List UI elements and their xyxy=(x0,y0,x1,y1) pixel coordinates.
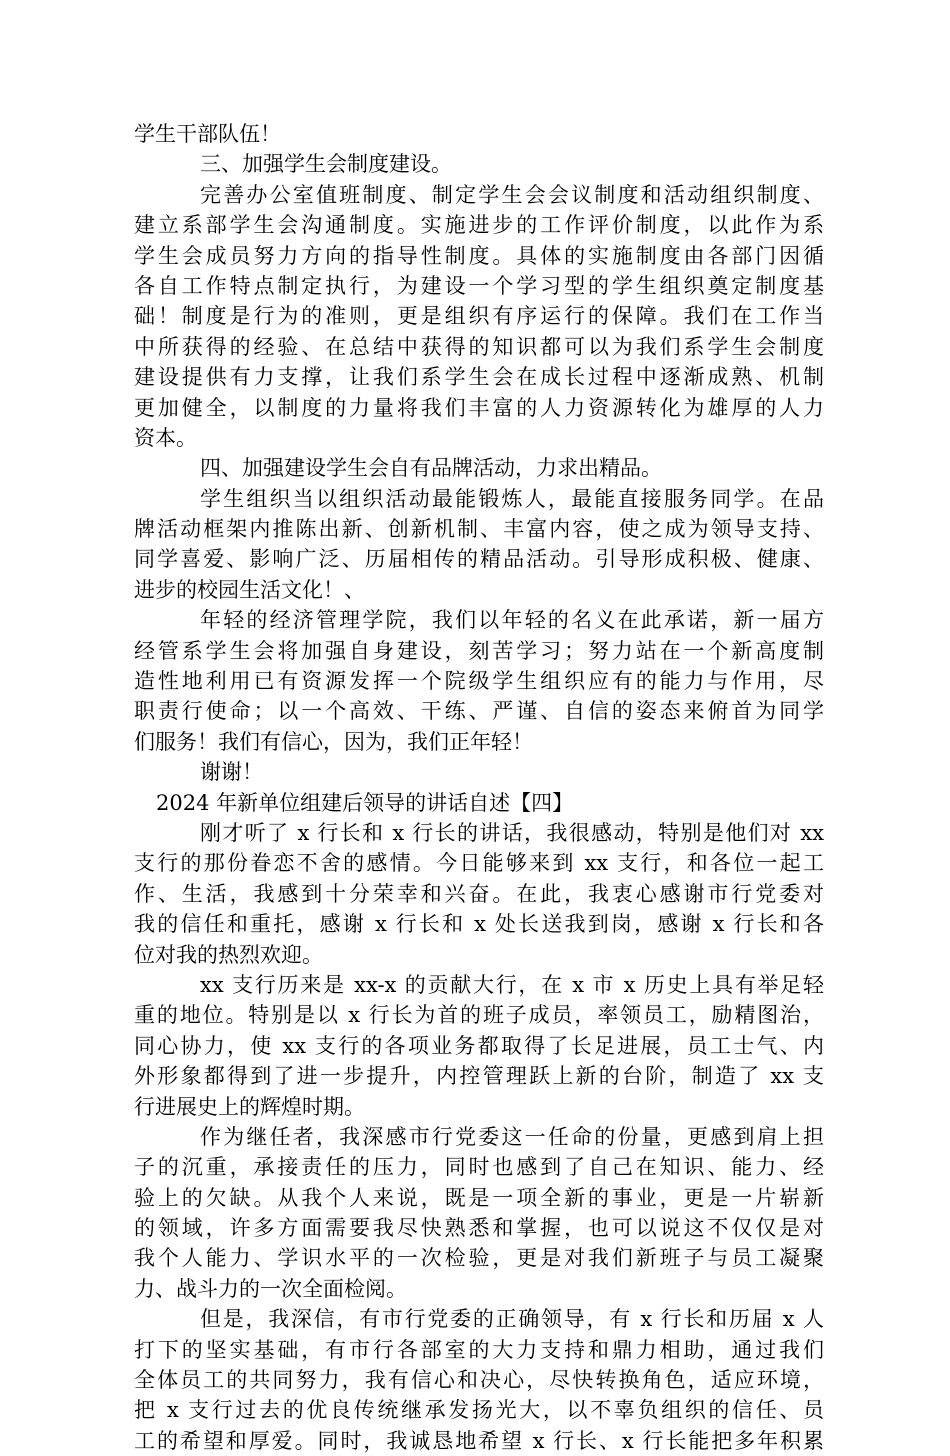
text-line: 建设提供有力支撑，让我们系学生会在成长过程中逐渐成熟、机制 xyxy=(134,365,824,390)
section-heading: 2024 年新单位组建后领导的讲话自述【四】 xyxy=(156,790,574,815)
text-line: 学生干部队伍！ xyxy=(134,122,281,146)
text-line: 三、加强学生会制度建设。 xyxy=(200,152,452,177)
text-line: 础！制度是行为的准则，更是组织有序运行的保障。我们在工作当 xyxy=(134,304,824,329)
text-line: 牌活动框架内推陈出新、创新机制、丰富内容，使之成为领导支持、 xyxy=(134,517,824,542)
text-line: 中所获得的经验、在总结中获得的知识都可以为我们系学生会制度 xyxy=(134,334,824,359)
text-line: 谢谢！ xyxy=(200,760,263,785)
text-line: 验上的欠缺。从我个人来说，既是一项全新的事业，更是一片崭新 xyxy=(134,1185,824,1210)
text-line: 位对我的热烈欢迎。 xyxy=(134,942,323,967)
document-body xyxy=(134,119,824,1456)
text-line: 我个人能力、学识水平的一次检验，更是对我们新班子与员工凝聚 xyxy=(134,1246,824,1271)
text-line: 打下的坚实基础，有市行各部室的大力支持和鼎力相助，通过我们 xyxy=(134,1337,824,1362)
text-line: 年轻的经济管理学院，我们以年轻的名义在此承诺，新一届方 xyxy=(200,608,824,633)
text-line: 学生组织当以组织活动最能锻炼人，最能直接服务同学。在品 xyxy=(200,486,824,511)
text-line: 把 x 支行过去的优良传统继承发扬光大，以不辜负组织的信任、员 xyxy=(134,1398,824,1423)
text-line: 但是，我深信，有市行党委的正确领导，有 x 行长和历届 x 人 xyxy=(200,1307,824,1332)
text-line: 进步的校园生活文化！、 xyxy=(134,577,365,602)
text-line: 支行的那份眷恋不舍的感情。今日能够来到 xx 支行，和各位一起工 xyxy=(134,851,824,876)
text-line: 工的希望和厚爱。同时，我诚恳地希望 x 行长、x 行长能把多年积累 xyxy=(134,1428,824,1453)
text-line: 子的沉重，承接责任的压力，同时也感到了自己在知识、能力、经 xyxy=(134,1155,824,1180)
text-line: 外形象都得到了进一步提升，内控管理跃上新的台阶，制造了 xx 支 xyxy=(134,1064,824,1089)
text-line: 职责行使命；以一个高效、干练、严谨、自信的姿态来俯首为同学 xyxy=(134,699,824,724)
text-line: 作为继任者，我深感市行党委这一任命的份量，更感到肩上担 xyxy=(200,1124,824,1149)
text-line: 行进展史上的辉煌时期。 xyxy=(134,1094,365,1119)
text-line: 各自工作特点制定执行，为建设一个学习型的学生组织奠定制度基 xyxy=(134,273,824,298)
text-line: xx 支行历来是 xx-x 的贡献大行，在 x 市 x 历史上具有举足轻 xyxy=(200,972,824,997)
text-line: 建立系部学生会沟通制度。实施进步的工作评价制度，以此作为系 xyxy=(134,213,824,238)
text-line: 学生会成员努力方向的指导性制度。具体的实施制度由各部门因循 xyxy=(134,243,824,268)
text-line: 完善办公室值班制度、制定学生会会议制度和活动组织制度、 xyxy=(200,182,824,207)
text-line: 们服务！我们有信心，因为，我们正年轻！ xyxy=(134,729,533,754)
text-line: 同学喜爱、影响广泛、历届相传的精品活动。引导形成积极、健康、 xyxy=(134,547,824,572)
text-line: 资本。 xyxy=(134,425,197,450)
text-line: 造性地利用已有资源发挥一个院级学生组织应有的能力与作用，尽 xyxy=(134,669,824,694)
text-line: 的领域，许多方面需要我尽快熟悉和掌握，也可以说这不仅仅是对 xyxy=(134,1216,824,1241)
text-line: 刚才听了 x 行长和 x 行长的讲话，我很感动，特别是他们对 xx xyxy=(200,820,824,845)
text-line: 重的地位。特别是以 x 行长为首的班子成员，率领员工，励精图治， xyxy=(134,1003,824,1028)
text-line: 全体员工的共同努力，我有信心和决心，尽快转换角色，适应环境， xyxy=(134,1368,824,1393)
text-line: 同心协力，使 xx 支行的各项业务都取得了长足进展，员工士气、内 xyxy=(134,1033,824,1058)
text-line: 四、加强建设学生会自有品牌活动，力求出精品。 xyxy=(200,456,662,481)
text-line: 更加健全，以制度的力量将我们丰富的人力资源转化为雄厚的人力 xyxy=(134,395,824,420)
text-line: 作、生活，我感到十分荣幸和兴奋。在此，我衷心感谢市行党委对 xyxy=(134,881,824,906)
text-line: 力、战斗力的一次全面检阅。 xyxy=(134,1276,407,1301)
text-line: 经管系学生会将加强自身建设，刻苦学习；努力站在一个新高度制 xyxy=(134,638,824,663)
text-line: 我的信任和重托，感谢 x 行长和 x 处长送我到岗，感谢 x 行长和各 xyxy=(134,912,824,937)
